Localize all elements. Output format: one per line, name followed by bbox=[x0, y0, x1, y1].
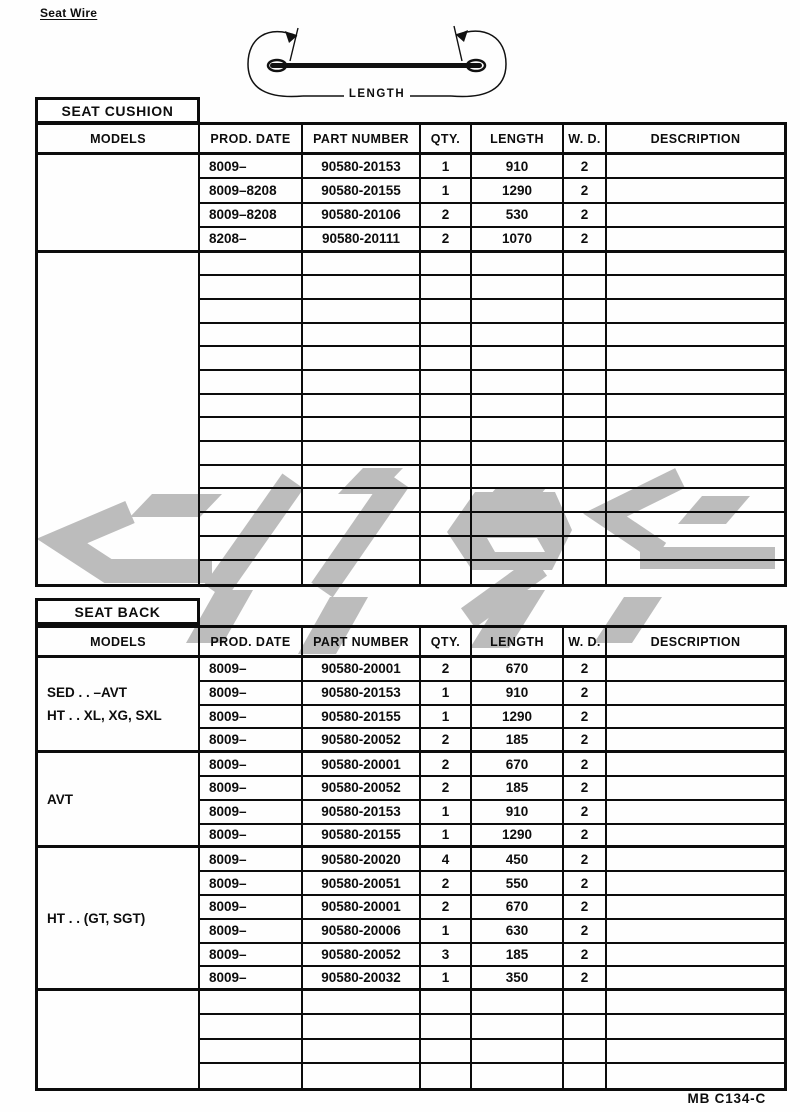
model-line: AVT bbox=[47, 791, 73, 807]
wd-cell: 2 bbox=[564, 896, 607, 920]
empty-cell bbox=[421, 276, 472, 300]
wd-cell: 2 bbox=[564, 777, 607, 801]
empty-cell bbox=[564, 1015, 607, 1039]
length-cell: 1290 bbox=[472, 179, 564, 203]
length-cell: 185 bbox=[472, 729, 564, 753]
empty-cell bbox=[607, 1064, 784, 1088]
length-cell: 910 bbox=[472, 682, 564, 706]
empty-cell bbox=[421, 537, 472, 561]
models-cell bbox=[38, 155, 200, 253]
qty-cell: 2 bbox=[421, 729, 472, 753]
qty-cell: 2 bbox=[421, 872, 472, 896]
empty-cell bbox=[472, 1064, 564, 1088]
description-cell bbox=[607, 920, 784, 944]
qty-cell: 1 bbox=[421, 801, 472, 825]
qty-cell: 2 bbox=[421, 228, 472, 252]
empty-cell bbox=[303, 442, 421, 466]
length-cell: 530 bbox=[472, 204, 564, 228]
empty-cell bbox=[472, 324, 564, 348]
empty-cell bbox=[303, 253, 421, 277]
empty-cell bbox=[607, 466, 784, 490]
empty-cell bbox=[421, 253, 472, 277]
empty-cell bbox=[564, 347, 607, 371]
empty-cell bbox=[200, 442, 303, 466]
description-cell bbox=[607, 896, 784, 920]
empty-cell bbox=[303, 561, 421, 585]
empty-cell bbox=[564, 489, 607, 513]
models-cell bbox=[38, 991, 200, 1088]
empty-cell bbox=[472, 276, 564, 300]
empty-cell bbox=[607, 418, 784, 442]
qty-cell: 2 bbox=[421, 658, 472, 682]
prod-date-cell: 8208– bbox=[200, 228, 303, 252]
qty-cell: 1 bbox=[421, 967, 472, 991]
empty-cell bbox=[200, 1064, 303, 1088]
qty-cell: 1 bbox=[421, 825, 472, 849]
length-cell: 670 bbox=[472, 658, 564, 682]
wd-cell: 2 bbox=[564, 658, 607, 682]
empty-cell bbox=[564, 442, 607, 466]
empty-cell bbox=[200, 253, 303, 277]
qty-cell: 2 bbox=[421, 753, 472, 777]
empty-cell bbox=[472, 442, 564, 466]
empty-cell bbox=[564, 418, 607, 442]
qty-cell: 2 bbox=[421, 777, 472, 801]
seat-back-title-box bbox=[35, 598, 200, 625]
length-cell: 630 bbox=[472, 920, 564, 944]
empty-cell bbox=[421, 418, 472, 442]
prod-date-cell: 8009– bbox=[200, 682, 303, 706]
empty-cell bbox=[303, 395, 421, 419]
qty-cell: 4 bbox=[421, 848, 472, 872]
empty-cell bbox=[564, 1040, 607, 1064]
empty-cell bbox=[607, 371, 784, 395]
description-cell bbox=[607, 967, 784, 991]
empty-cell bbox=[564, 371, 607, 395]
empty-cell bbox=[421, 991, 472, 1015]
part-number-cell: 90580-20155 bbox=[303, 825, 421, 849]
empty-cell bbox=[564, 991, 607, 1015]
empty-cell bbox=[303, 489, 421, 513]
empty-cell bbox=[472, 537, 564, 561]
seat-cushion-table bbox=[35, 122, 787, 587]
part-number-cell: 90580-20052 bbox=[303, 729, 421, 753]
empty-cell bbox=[303, 513, 421, 537]
wd-cell: 2 bbox=[564, 706, 607, 730]
empty-cell bbox=[421, 561, 472, 585]
prod-date-cell: 8009– bbox=[200, 155, 303, 179]
part-number-cell: 90580-20153 bbox=[303, 155, 421, 179]
wd-cell: 2 bbox=[564, 155, 607, 179]
prod-date-cell: 8009–8208 bbox=[200, 179, 303, 203]
empty-cell bbox=[421, 1040, 472, 1064]
prod-date-cell: 8009– bbox=[200, 848, 303, 872]
prod-date-cell: 8009– bbox=[200, 920, 303, 944]
empty-cell bbox=[421, 395, 472, 419]
seat-cushion-title-box bbox=[35, 97, 200, 124]
empty-cell bbox=[564, 513, 607, 537]
length-cell: 1070 bbox=[472, 228, 564, 252]
prod-date-cell: 8009– bbox=[200, 944, 303, 968]
wd-cell: 2 bbox=[564, 944, 607, 968]
description-cell bbox=[607, 944, 784, 968]
col-header-qty: QTY. bbox=[421, 628, 472, 658]
empty-cell bbox=[607, 276, 784, 300]
prod-date-cell: 8009–8208 bbox=[200, 204, 303, 228]
empty-cell bbox=[472, 561, 564, 585]
part-number-cell: 90580-20001 bbox=[303, 658, 421, 682]
part-number-cell: 90580-20155 bbox=[303, 706, 421, 730]
empty-cell bbox=[303, 347, 421, 371]
col-header-qty: QTY. bbox=[421, 125, 472, 155]
leader-lines bbox=[290, 26, 462, 61]
length-cell: 185 bbox=[472, 944, 564, 968]
description-cell bbox=[607, 825, 784, 849]
length-cell: 1290 bbox=[472, 825, 564, 849]
empty-cell bbox=[421, 371, 472, 395]
empty-cell bbox=[200, 561, 303, 585]
empty-cell bbox=[607, 253, 784, 277]
qty-cell: 1 bbox=[421, 155, 472, 179]
part-number-cell: 90580-20153 bbox=[303, 801, 421, 825]
empty-cell bbox=[200, 991, 303, 1015]
qty-cell: 1 bbox=[421, 179, 472, 203]
empty-cell bbox=[472, 418, 564, 442]
length-label: LENGTH bbox=[348, 88, 406, 100]
description-cell bbox=[607, 682, 784, 706]
part-number-cell: 90580-20052 bbox=[303, 944, 421, 968]
col-header-wd: W. D. bbox=[564, 628, 607, 658]
empty-cell bbox=[200, 300, 303, 324]
col-header-prod-date: PROD. DATE bbox=[200, 125, 303, 155]
empty-cell bbox=[200, 324, 303, 348]
prod-date-cell: 8009– bbox=[200, 872, 303, 896]
part-number-cell: 90580-20052 bbox=[303, 777, 421, 801]
empty-cell bbox=[472, 1015, 564, 1039]
wd-cell: 2 bbox=[564, 204, 607, 228]
qty-cell: 2 bbox=[421, 204, 472, 228]
qty-cell: 2 bbox=[421, 896, 472, 920]
wd-cell: 2 bbox=[564, 179, 607, 203]
prod-date-cell: 8009– bbox=[200, 777, 303, 801]
part-number-cell: 90580-20032 bbox=[303, 967, 421, 991]
prod-date-cell: 8009– bbox=[200, 753, 303, 777]
empty-cell bbox=[303, 1015, 421, 1039]
qty-cell: 1 bbox=[421, 706, 472, 730]
description-cell bbox=[607, 848, 784, 872]
col-header-description: DESCRIPTION bbox=[607, 628, 784, 658]
empty-cell bbox=[472, 253, 564, 277]
empty-cell bbox=[564, 561, 607, 585]
page-title: Seat Wire bbox=[40, 6, 98, 20]
wd-cell: 2 bbox=[564, 920, 607, 944]
length-cell: 450 bbox=[472, 848, 564, 872]
prod-date-cell: 8009– bbox=[200, 706, 303, 730]
empty-cell bbox=[472, 489, 564, 513]
part-number-cell: 90580-20020 bbox=[303, 848, 421, 872]
empty-cell bbox=[421, 1064, 472, 1088]
qty-cell: 1 bbox=[421, 682, 472, 706]
wd-cell: 2 bbox=[564, 825, 607, 849]
part-number-cell: 90580-20051 bbox=[303, 872, 421, 896]
description-cell bbox=[607, 658, 784, 682]
length-cell: 910 bbox=[472, 801, 564, 825]
length-cell: 350 bbox=[472, 967, 564, 991]
prod-date-cell: 8009– bbox=[200, 967, 303, 991]
description-cell bbox=[607, 777, 784, 801]
part-number-cell: 90580-20001 bbox=[303, 753, 421, 777]
wd-cell: 2 bbox=[564, 228, 607, 252]
empty-cell bbox=[472, 371, 564, 395]
part-number-cell: 90580-20155 bbox=[303, 179, 421, 203]
empty-cell bbox=[200, 395, 303, 419]
length-cell: 550 bbox=[472, 872, 564, 896]
prod-date-cell: 8009– bbox=[200, 801, 303, 825]
empty-cell bbox=[200, 276, 303, 300]
empty-cell bbox=[564, 1064, 607, 1088]
col-header-length: LENGTH bbox=[472, 125, 564, 155]
empty-cell bbox=[472, 991, 564, 1015]
part-number-cell: 90580-20111 bbox=[303, 228, 421, 252]
empty-cell bbox=[421, 300, 472, 324]
models-cell bbox=[38, 253, 200, 585]
col-header-prod-date: PROD. DATE bbox=[200, 628, 303, 658]
empty-cell bbox=[607, 442, 784, 466]
description-cell bbox=[607, 753, 784, 777]
empty-cell bbox=[303, 1040, 421, 1064]
empty-cell bbox=[421, 489, 472, 513]
empty-cell bbox=[303, 1064, 421, 1088]
empty-cell bbox=[607, 537, 784, 561]
col-header-length: LENGTH bbox=[472, 628, 564, 658]
wd-cell: 2 bbox=[564, 729, 607, 753]
model-line: HT . . (GT, SGT) bbox=[47, 910, 146, 926]
wd-cell: 2 bbox=[564, 848, 607, 872]
empty-cell bbox=[564, 537, 607, 561]
empty-cell bbox=[303, 371, 421, 395]
description-cell bbox=[607, 801, 784, 825]
empty-cell bbox=[200, 489, 303, 513]
wd-cell: 2 bbox=[564, 967, 607, 991]
empty-cell bbox=[421, 466, 472, 490]
prod-date-cell: 8009– bbox=[200, 729, 303, 753]
empty-cell bbox=[607, 1015, 784, 1039]
length-cell: 185 bbox=[472, 777, 564, 801]
empty-cell bbox=[200, 371, 303, 395]
empty-cell bbox=[607, 300, 784, 324]
empty-cell bbox=[472, 347, 564, 371]
empty-cell bbox=[200, 466, 303, 490]
seat-back-title: SEAT BACK bbox=[74, 603, 161, 620]
empty-cell bbox=[303, 466, 421, 490]
empty-cell bbox=[421, 513, 472, 537]
empty-cell bbox=[607, 347, 784, 371]
part-number-cell: 90580-20153 bbox=[303, 682, 421, 706]
empty-cell bbox=[303, 276, 421, 300]
empty-cell bbox=[607, 324, 784, 348]
col-header-part-number: PART NUMBER bbox=[303, 628, 421, 658]
empty-cell bbox=[472, 395, 564, 419]
empty-cell bbox=[303, 300, 421, 324]
description-cell bbox=[607, 179, 784, 203]
empty-cell bbox=[421, 1015, 472, 1039]
description-cell bbox=[607, 729, 784, 753]
prod-date-cell: 8009– bbox=[200, 825, 303, 849]
col-header-description: DESCRIPTION bbox=[607, 125, 784, 155]
qty-cell: 3 bbox=[421, 944, 472, 968]
model-line: SED . . –AVT bbox=[47, 684, 128, 700]
description-cell bbox=[607, 155, 784, 179]
empty-cell bbox=[200, 418, 303, 442]
empty-cell bbox=[607, 991, 784, 1015]
empty-cell bbox=[607, 513, 784, 537]
empty-cell bbox=[303, 324, 421, 348]
seat-cushion-title: SEAT CUSHION bbox=[61, 102, 174, 119]
empty-cell bbox=[564, 466, 607, 490]
part-number-cell: 90580-20006 bbox=[303, 920, 421, 944]
empty-cell bbox=[564, 253, 607, 277]
empty-cell bbox=[421, 442, 472, 466]
col-header-part-number: PART NUMBER bbox=[303, 125, 421, 155]
prod-date-cell: 8009– bbox=[200, 658, 303, 682]
empty-cell bbox=[472, 1040, 564, 1064]
empty-cell bbox=[421, 347, 472, 371]
empty-cell bbox=[607, 561, 784, 585]
description-cell bbox=[607, 872, 784, 896]
footer-code: MB C134-C bbox=[687, 1091, 766, 1106]
empty-cell bbox=[607, 395, 784, 419]
empty-cell bbox=[564, 395, 607, 419]
empty-cell bbox=[472, 466, 564, 490]
wd-cell: 2 bbox=[564, 682, 607, 706]
empty-cell bbox=[421, 324, 472, 348]
empty-cell bbox=[200, 347, 303, 371]
empty-cell bbox=[564, 324, 607, 348]
length-cell: 670 bbox=[472, 753, 564, 777]
wd-cell: 2 bbox=[564, 872, 607, 896]
empty-cell bbox=[472, 513, 564, 537]
col-header-wd: W. D. bbox=[564, 125, 607, 155]
empty-cell bbox=[564, 276, 607, 300]
empty-cell bbox=[303, 418, 421, 442]
seat-back-table bbox=[35, 625, 787, 1091]
wire-bar bbox=[270, 63, 482, 68]
wd-cell: 2 bbox=[564, 753, 607, 777]
wd-cell: 2 bbox=[564, 801, 607, 825]
empty-cell bbox=[303, 991, 421, 1015]
empty-cell bbox=[303, 537, 421, 561]
empty-cell bbox=[564, 300, 607, 324]
models-cell bbox=[38, 658, 200, 753]
length-cell: 910 bbox=[472, 155, 564, 179]
empty-cell bbox=[607, 1040, 784, 1064]
empty-cell bbox=[472, 300, 564, 324]
col-header-models: MODELS bbox=[38, 628, 200, 658]
description-cell bbox=[607, 228, 784, 252]
part-number-cell: 90580-20106 bbox=[303, 204, 421, 228]
col-header-models: MODELS bbox=[38, 125, 200, 155]
description-cell bbox=[607, 706, 784, 730]
length-cell: 670 bbox=[472, 896, 564, 920]
part-number-cell: 90580-20001 bbox=[303, 896, 421, 920]
empty-cell bbox=[200, 537, 303, 561]
models-cell bbox=[38, 753, 200, 848]
seat-wire-diagram bbox=[240, 22, 520, 114]
empty-cell bbox=[200, 1015, 303, 1039]
qty-cell: 1 bbox=[421, 920, 472, 944]
prod-date-cell: 8009– bbox=[200, 896, 303, 920]
empty-cell bbox=[607, 489, 784, 513]
model-line: HT . . XL, XG, SXL bbox=[47, 708, 162, 724]
models-cell bbox=[38, 848, 200, 991]
empty-cell bbox=[200, 1040, 303, 1064]
empty-cell bbox=[200, 513, 303, 537]
description-cell bbox=[607, 204, 784, 228]
length-cell: 1290 bbox=[472, 706, 564, 730]
